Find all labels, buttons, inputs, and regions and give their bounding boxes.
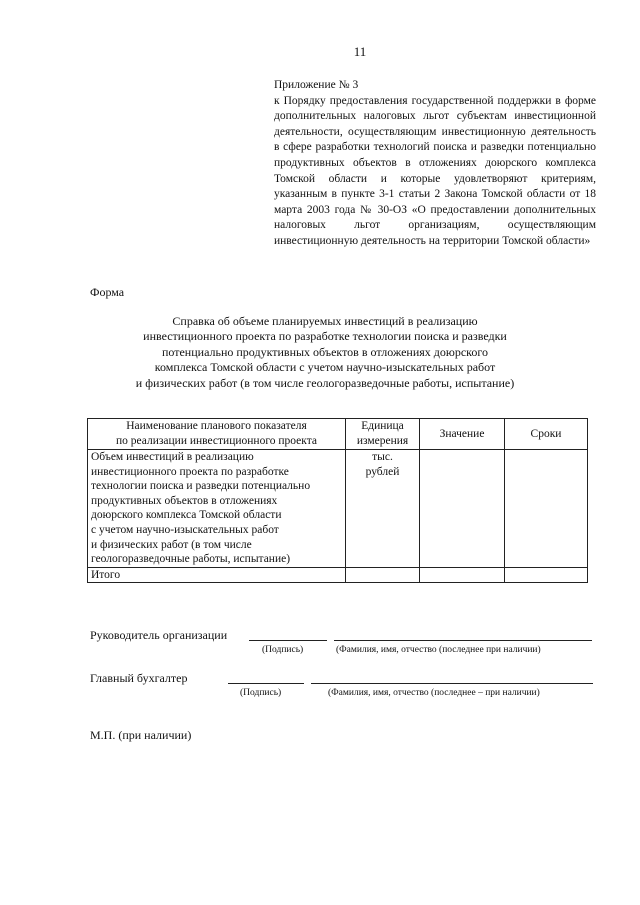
- head-name-hint: (Фамилия, имя, отчество (последнее при наличии): [336, 645, 541, 655]
- head-signature-label: Руководитель организации: [90, 628, 228, 642]
- row-value-cell: [420, 450, 505, 568]
- row-indicator-line: доюрского комплекса Томской области: [91, 509, 282, 522]
- header-terms: Сроки: [505, 419, 588, 450]
- form-label: Форма: [90, 285, 125, 299]
- accountant-signature-line: [228, 683, 304, 684]
- head-signature-hint: (Подпись): [262, 645, 304, 655]
- row-indicator-cell: [88, 450, 346, 568]
- header-indicator-line: Наименование планового показателя: [126, 420, 307, 433]
- total-label-cell: Итого: [88, 567, 346, 583]
- header-unit-line: измерения: [356, 435, 409, 447]
- header-unit: [346, 419, 420, 450]
- title-line: потенциально продуктивных объектов в отложениях доюрского: [161, 344, 489, 359]
- stamp-place: М.П. (при наличии): [90, 728, 192, 742]
- appendix-body: к Порядку предоставления государственной поддержки в форме дополнительных налоговых льгот субъектам инвестиционной деятельности, осуществляющим инвестиционную деятельность в сфере разработки технологий поиска и разведки потенциально продуктивных объектов в отложениях доюрского комплекса Томской области и которые удовлетворяют критериям, указанным в пункте 3-1 статьи 2 Закона Томской области от 18 марта 2003 года № 30-ОЗ «О предоставлении дополнительных налоговых льгот организациям, осуществляющим инвестиционную деятельность на территории Томской области»: [274, 94, 596, 247]
- row-unit-line: рублей: [365, 465, 400, 478]
- table-total-row: [88, 567, 588, 583]
- accountant-signature-hint: (Подпись): [240, 688, 282, 698]
- appendix-block: [274, 78, 596, 250]
- head-name-line: [334, 640, 592, 641]
- row-indicator-line: инвестиционного проекта по разработке: [91, 465, 289, 478]
- header-value: Значение: [420, 419, 505, 450]
- investment-table: [87, 418, 588, 583]
- document-title: [120, 314, 530, 391]
- row-indicator-line: геологоразведочные работы, испытание): [91, 553, 291, 566]
- row-indicator-line: продуктивных объектов в отложениях: [91, 494, 278, 507]
- row-unit-cell: [346, 450, 420, 568]
- total-terms-cell: [505, 567, 588, 583]
- header-indicator: [88, 419, 346, 450]
- row-indicator-line: Объем инвестиций в реализацию: [91, 451, 254, 463]
- appendix-title: Приложение № 3: [274, 79, 359, 91]
- row-unit-line: тыс.: [372, 451, 393, 463]
- row-indicator-line: технологии поиска и разведки потенциально: [91, 480, 311, 493]
- row-terms-cell: [505, 450, 588, 568]
- accountant-name-line: [311, 683, 593, 684]
- title-line: инвестиционного проекта по разработке технологии поиска и разведки: [143, 329, 507, 344]
- title-line: комплекса Томской области с учетом научно-изыскательных работ: [154, 360, 496, 375]
- page-number: 11: [353, 44, 367, 59]
- accountant-signature-label: Главный бухгалтер: [90, 671, 188, 685]
- table-header-row: [88, 419, 588, 450]
- head-signature-line: [249, 640, 327, 641]
- row-indicator-line: и физических работ (в том числе: [91, 538, 252, 551]
- header-indicator-line: по реализации инвестиционного проекта: [116, 435, 317, 447]
- title-line: Справка об объеме планируемых инвестиций в реализацию: [172, 314, 478, 328]
- accountant-name-hint: (Фамилия, имя, отчество (последнее – при наличии): [328, 688, 540, 698]
- header-unit-line: Единица: [361, 420, 404, 433]
- total-unit-cell: [346, 567, 420, 583]
- row-indicator-line: с учетом научно-изыскательных работ: [91, 523, 279, 536]
- total-value-cell: [420, 567, 505, 583]
- title-line: и физических работ (в том числе геологоразведочные работы, испытание): [135, 375, 515, 390]
- table-row: [88, 450, 588, 568]
